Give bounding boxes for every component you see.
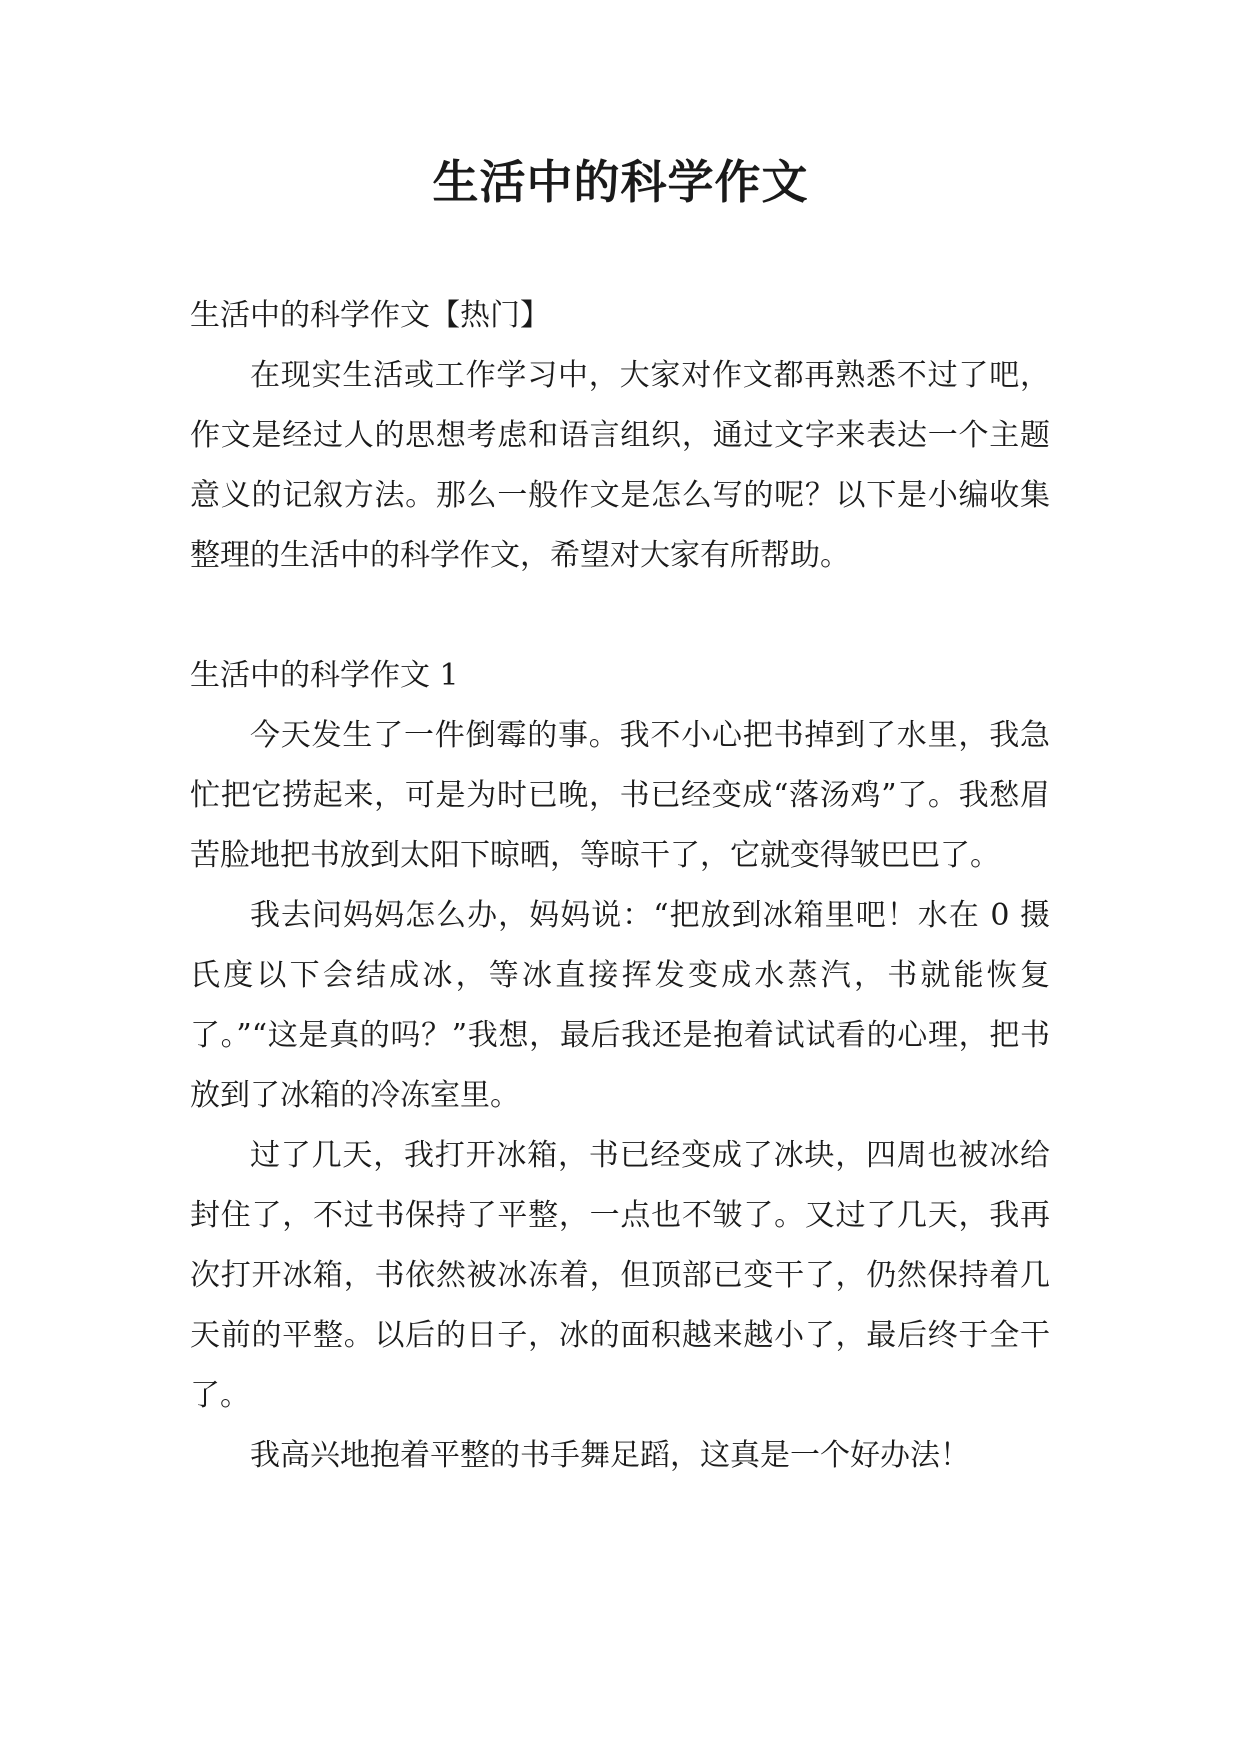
- essay-paragraph-2: 我去问妈妈怎么办，妈妈说：“把放到冰箱里吧！水在 0 摄氏度以下会结成冰，等冰直接挥发变成水蒸汽，书就能恢复了。”“这是真的吗？”我想，最后我还是抱着试试看的心理，把书放到了冰箱的冷冻室里。: [190, 898, 1050, 1113]
- intro-paragraph: 在现实生活或工作学习中，大家对作文都再熟悉不过了吧，作文是经过人的思想考虑和语言组织，通过文字来表达一个主题意义的记叙方法。那么一般作文是怎么写的呢？以下是小编收集整理的生活中的科学作文，希望对大家有所帮助。: [190, 358, 1050, 573]
- document-title: 生活中的科学作文: [432, 155, 809, 209]
- essay-heading: 生活中的科学作文 1: [190, 658, 459, 693]
- section-spacer: [190, 586, 1050, 646]
- essay-paragraph-1: 今天发生了一件倒霉的事。我不小心把书掉到了水里，我急忙把它捞起来，可是为时已晚，书已经变成“落汤鸡”了。我愁眉苦脸地把书放到太阳下晾晒，等晾干了，它就变得皱巴巴了。: [190, 718, 1050, 873]
- essay-paragraph-4: 我高兴地抱着平整的书手舞足蹈，这真是一个好办法！: [250, 1438, 970, 1473]
- document-body: [190, 286, 1050, 1486]
- intro-heading: 生活中的科学作文【热门】: [190, 298, 550, 333]
- essay-paragraph-3: 过了几天，我打开冰箱，书已经变成了冰块，四周也被冰给封住了，不过书保持了平整，一点也不皱了。又过了几天，我再次打开冰箱，书依然被冰冻着，但顶部已变干了，仍然保持着几天前的平整。以后的日子，冰的面积越来越小了，最后终于全干了。: [190, 1138, 1050, 1413]
